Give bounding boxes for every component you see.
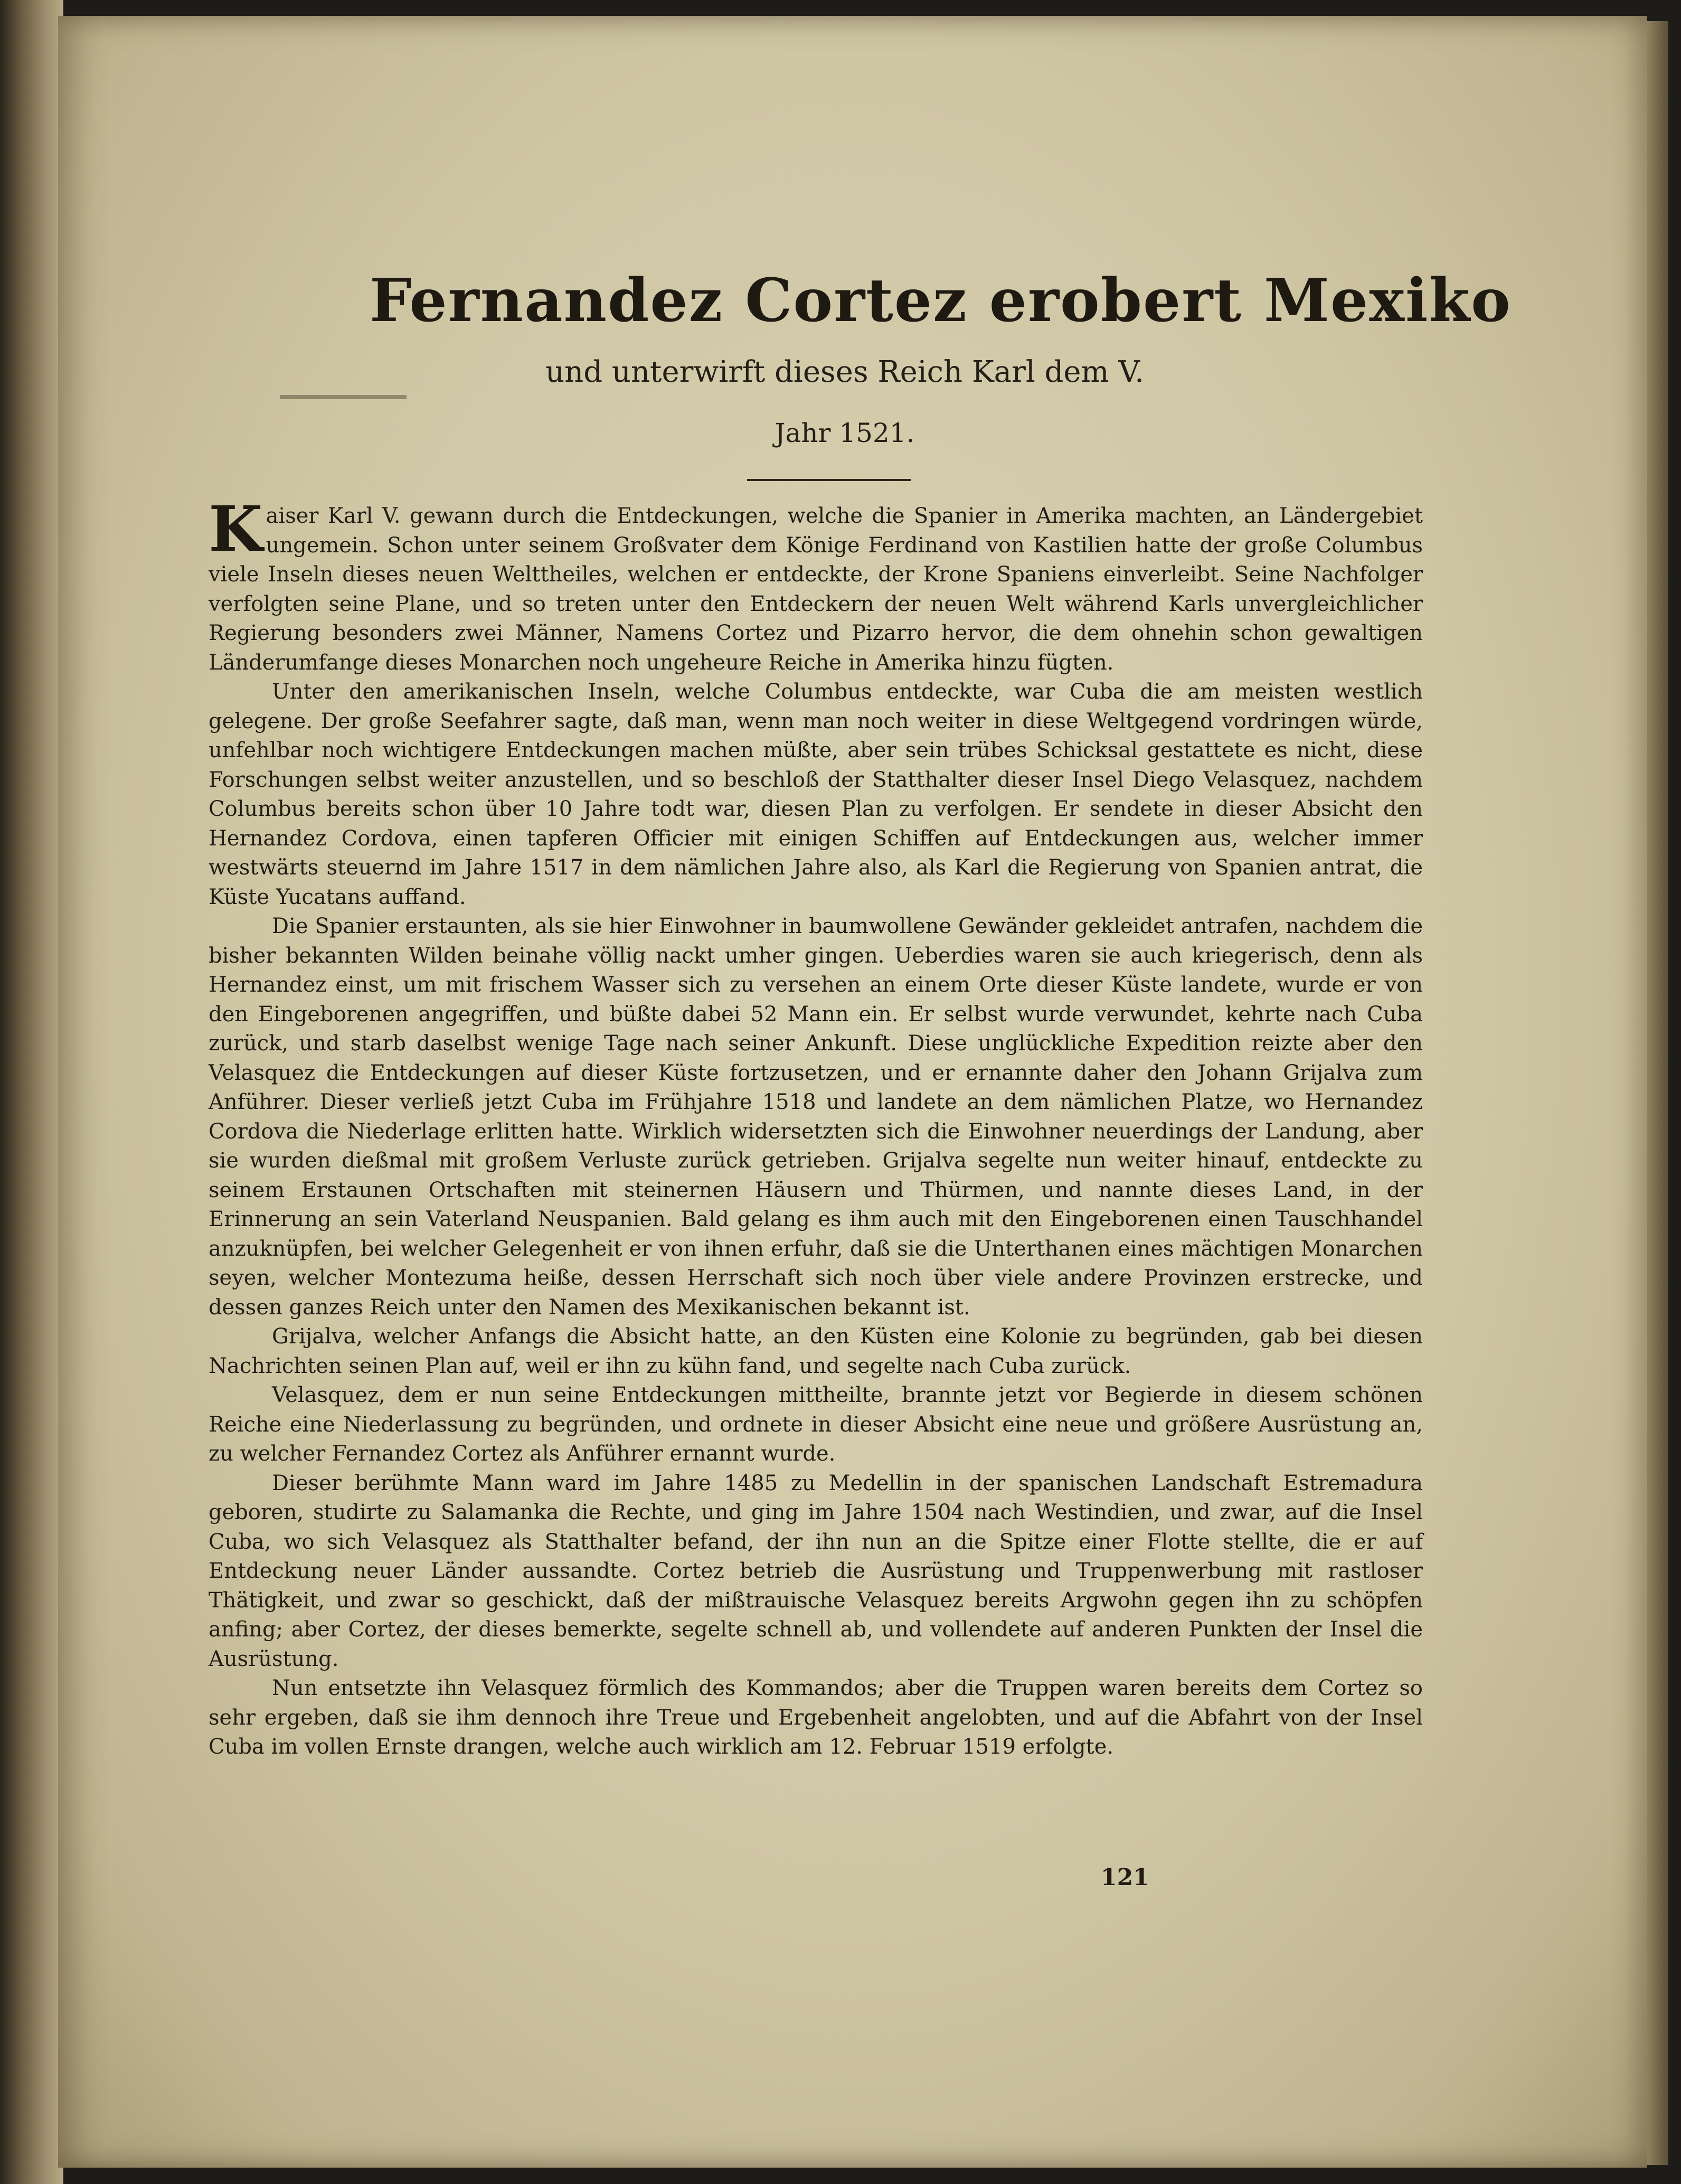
paragraph-3: Die Spanier erstaunten, als sie hier Einwohner in baumwollene Gewänder gekleidet antrafen, nachdem die bisher bekannten Wilden beinahe völlig nackt umher gingen. Ueberdies waren sie auch kriegerisch, denn als Hernandez einst, um mit frischem Wasser sich zu versehen an einem Orte dieser Küste landete, wurde er von den Eingeborenen angegriffen, und büßte dabei 52 Mann ein. Er selbst wurde verwundet, kehrte nach Cuba zurück, und starb daselbst wenige Tage nach seiner Ankunft. Diese unglückliche Expedition reizte aber den Velasquez die Entdeckungen auf dieser Küste fortzusetzen, und er ernannte daher den Johann Grijalva zum Anführer. Dieser verließ jetzt Cuba im Frühjahre 1518 und landete an dem nämlichen Platze, wo Hernandez Cordova die Niederlage erlitten hatte. Wirklich widersetzten sich die Einwohner neuerdings der Landung, aber sie wurden dießmal mit großem Verluste zurück getrieben. Grijalva segelte nun weiter hinauf, entdeckte zu seinem Erstaunen Ortschaften mit steinernen Häusern und Thürmen, und nannte dieses Land, in der Erinnerung an sein Vaterland Neuspanien. Bald gelang es ihm auch mit den Eingeborenen einen Tauschhandel anzuknüpfen, bei welcher Gelegenheit er von ihnen erfuhr, daß sie die Unterthanen eines mächtigen Monarchen seyen, welcher Montezuma heiße, dessen Herrschaft sich noch über viele andere Provinzen erstrecke, und dessen ganzes Reich unter den Namen des Mexikanischen bekannt ist. (209, 914, 1423, 1320)
page-stack-edge (1647, 21, 1668, 2165)
paragraph-7: Nun entsetzte ihn Velasquez förmlich des Kommandos; aber die Truppen waren bereits dem Cortez so sehr ergeben, daß sie ihm dennoch ihre Treue und Ergebenheit angelobten, und auf die Abfahrt von der Insel Cuba im vollen Ernste drangen, welche auch wirklich am 12. Februar 1519 erfolgte. (209, 1676, 1423, 1759)
page-title: Fernandez Cortez erobert Mexiko (370, 266, 1512, 335)
paragraph-1 (209, 492, 1423, 677)
paragraph-1-text: aiser Karl V. gewann durch die Entdeckungen, welche die Spanier in Amerika machten, an Ländergebiet ungemein. Schon unter seinem Großvater dem Könige Ferdinand von Kastilien hatte der große Columbus viele Inseln dieses neuen Welttheiles, welchen er entdeckte, der Krone Spaniens einverleibt. Seine Nachfolger verfolgten seine Plane, und so treten unter den Entdeckern der neuen Welt während Karls unvergleichlicher Regierung besonders zwei Männer, Namens Cortez und Pizarro hervor, die dem ohnehin schon gewaltigen Länderumfange dieses Monarchen noch ungeheure Reiche in Amerika hinzu fügten. (209, 504, 1423, 675)
page-number: 121 (1101, 1864, 1149, 1891)
paragraph-2: Unter den amerikanischen Inseln, welche Columbus entdeckte, war Cuba die am meisten westlich gelegene. Der große Seefahrer sagte, daß man, wenn man noch weiter in diese Weltgegend vordringen würde, unfehlbar noch wichtigere Entdeckungen machen müßte, aber sein trübes Schicksal gestattete es nicht, diese Forschungen selbst weiter anzustellen, und so beschloß der Statthalter dieser Insel Diego Velasquez, nachdem Columbus bereits schon über 10 Jahre todt war, diesen Plan zu verfolgen. Er sendete in dieser Absicht den Hernandez Cordova, einen tapferen Officier mit einigen Schiffen auf Entdeckungen aus, welcher immer westwärts steuernd im Jahre 1517 in dem nämlichen Jahre also, als Karl die Regierung von Spanien antrat, die Küste Yucatans auffand. (209, 680, 1423, 909)
paragraph-5: Velasquez, dem er nun seine Entdeckungen mittheilte, brannte jetzt vor Begierde in diesem schönen Reiche eine Niederlassung zu begründen, und ordnete in dieser Absicht eine neue und größere Ausrüstung an, zu welcher Fernandez Cortez als Anführer ernannt wurde. (209, 1383, 1423, 1466)
paragraph-6: Dieser berühmte Mann ward im Jahre 1485 zu Medellin in der spanischen Landschaft Estremadura geboren, studirte zu Salamanka die Rechte, und ging im Jahre 1504 nach Westindien, und zwar, auf die Insel Cuba, wo sich Velasquez als Statthalter befand, der ihn nun an die Spitze einer Flotte stellte, die er auf Entdeckung neuer Länder aussandte. Cortez betrieb die Ausrüstung und Truppenwerbung mit rastloser Thätigkeit, und zwar so geschickt, daß der mißtrauische Velasquez bereits Argwohn gegen ihn zu schöpfen anfing; aber Cortez, der dieses bemerkte, segelte schnell ab, und vollendete auf anderen Punkten der Insel die Ausrüstung. (209, 1471, 1423, 1671)
page-subtitle: und unterwirft dieses Reich Karl dem V. (545, 355, 1144, 389)
ink-smudge (280, 395, 407, 399)
year-heading: Jahr 1521. (775, 418, 915, 448)
article-body (209, 492, 1423, 1762)
paragraph-4: Grijalva, welcher Anfangs die Absicht hatte, an den Küsten eine Kolonie zu begründen, gab bei diesen Nachrichten seinen Plan auf, weil er ihn zu kühn fand, und segelte nach Cuba zurück. (209, 1324, 1423, 1378)
drop-cap: K (209, 492, 263, 566)
title-divider (747, 479, 911, 481)
book-binding-edge (0, 0, 63, 2184)
